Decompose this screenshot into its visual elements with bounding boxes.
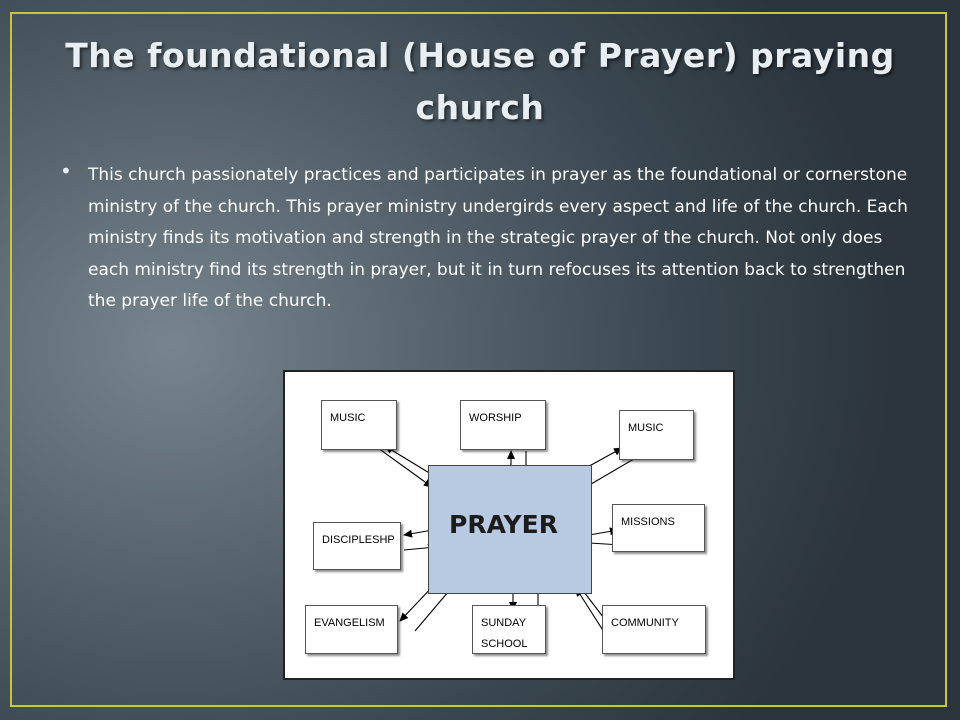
prayer-center-box	[428, 465, 592, 594]
ministry-box-missions	[612, 504, 705, 552]
arrow-music-left-to-prayer	[378, 448, 432, 487]
ministry-box-community	[602, 605, 706, 654]
ministry-label: DISCIPLESHP	[322, 534, 395, 546]
ministry-box-discipleship	[313, 522, 401, 570]
ministry-box-sunday-school	[472, 605, 546, 654]
ministry-label: MUSIC	[628, 422, 664, 434]
ministry-label: SUNDAY SCHOOL	[481, 617, 528, 650]
ministry-label: MISSIONS	[621, 516, 675, 528]
ministry-box-evangelism	[305, 605, 398, 654]
bullet-item	[60, 160, 910, 318]
prayer-label: PRAYER	[449, 510, 558, 539]
ministry-box-worship	[460, 400, 546, 450]
ministry-label: COMMUNITY	[611, 617, 679, 629]
slide-title: The foundational (House of Prayer) praying church	[65, 36, 895, 127]
ministry-label: WORSHIP	[469, 412, 522, 424]
bullet-text: This church passionately practices and participates in prayer as the foundational or cornerstone ministry of the church. This prayer ministry undergirds every aspect and life of the church. Each ministry finds its motivation and strength in the strategic prayer of the church. Not only does each ministry find its strength in prayer, but it in turn refocuses its attention back to strengthen the prayer life of the church.	[88, 165, 908, 311]
ministry-label: MUSIC	[330, 412, 366, 424]
ministry-box-music-left	[321, 400, 397, 450]
ministry-label: EVANGELISM	[314, 617, 385, 629]
bullet-icon: •	[60, 159, 72, 183]
prayer-diagram	[283, 370, 735, 680]
ministry-box-music-right	[619, 410, 694, 460]
